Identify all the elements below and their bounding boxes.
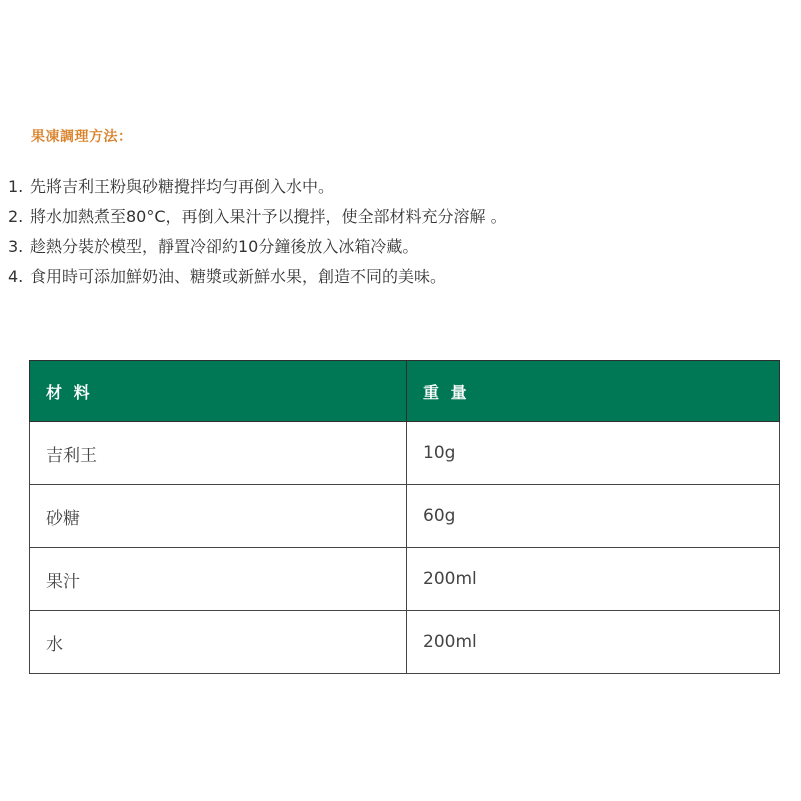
table-row: [30, 548, 780, 611]
table-row: [30, 422, 780, 485]
step-number: 3.: [8, 237, 24, 256]
step-item: [0, 264, 507, 294]
step-text: 先將吉利王粉與砂糖攪拌均勻再倒入水中。: [30, 177, 335, 196]
weight-cell: 10g: [407, 422, 780, 485]
step-number: 1.: [8, 177, 24, 196]
step-number: 2.: [8, 207, 24, 226]
step-text: 趁熱分裝於模型，靜置冷卻約10分鐘後放入冰箱冷藏。: [30, 237, 419, 256]
material-cell: 吉利王: [30, 422, 407, 485]
materials-table: [29, 360, 780, 674]
weight-cell: 200ml: [407, 548, 780, 611]
material-cell: 水: [30, 611, 407, 674]
table-row: [30, 485, 780, 548]
step-item: [0, 234, 507, 264]
material-cell: 果汁: [30, 548, 407, 611]
weight-cell: 200ml: [407, 611, 780, 674]
step-text: 將水加熱煮至80°C，再倒入果汁予以攪拌，使全部材料充分溶解 。: [30, 207, 507, 226]
section-title: 果凍調理方法：: [31, 129, 133, 145]
step-item: [0, 204, 507, 234]
header-material: 材 料: [30, 361, 407, 422]
header-weight: 重 量: [407, 361, 780, 422]
steps-list: [0, 174, 507, 294]
step-item: [0, 174, 507, 204]
weight-cell: 60g: [407, 485, 780, 548]
step-number: 4.: [8, 267, 24, 286]
step-text: 食用時可添加鮮奶油、糖漿或新鮮水果，創造不同的美味。: [30, 267, 447, 286]
table-row: [30, 611, 780, 674]
table-header-row: [30, 361, 780, 422]
material-cell: 砂糖: [30, 485, 407, 548]
